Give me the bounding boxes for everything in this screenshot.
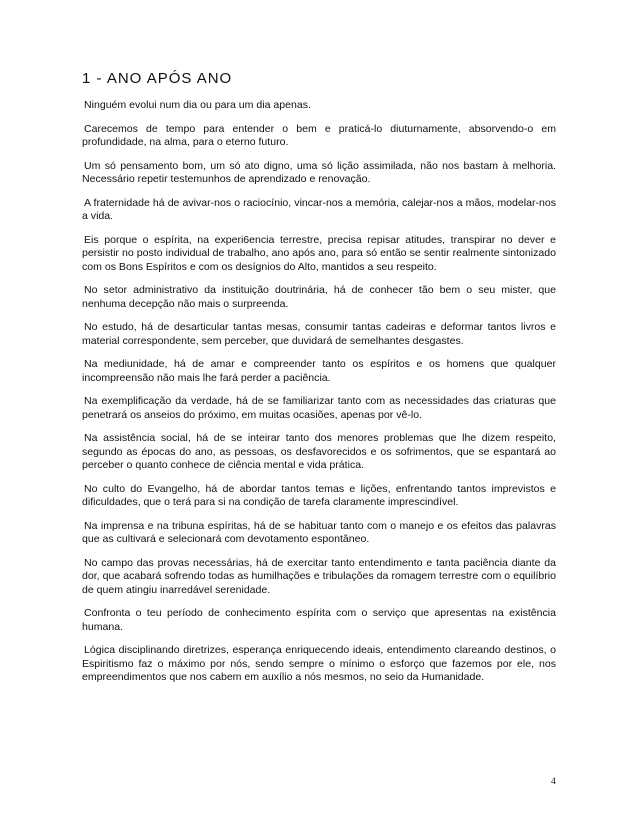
paragraph-6: No setor administrativo da instituição doutrinária, há de conhecer tão bem o seu mister, que nenhuma decepção não mais o surpreenda. — [82, 284, 556, 310]
paragraph-10: Na assistência social, há de se inteirar tanto dos menores problemas que lhe dizem respeito, segundo as épocas do ano, as pessoas, os desfavorecidos e os sofrimentos, que se espantará ao perceber o quanto conhece de ciência mental e vida prática. — [82, 432, 556, 471]
paragraph-13: No campo das provas necessárias, há de exercitar tanto entendimento e tanta paciência diante da dor, que acabará sofrendo todas as humilhações e tribulações da romagem terrestre com o equilíbrio de quem atingiu inarredável serenidade. — [82, 556, 556, 596]
paragraph-1: Ninguém evolui num dia ou para um dia apenas. — [84, 99, 311, 111]
paragraph-15: Lógica disciplinando diretrizes, esperança enriquecendo ideais, entendimento clareando destinos, o Espiritismo faz o máximo por nós, sendo sempre o mínimo o esforço que fazemos por ele, nos empreendimentos que nos cabem em auxílio a nós mesmos, no seio da Humanidade. — [82, 644, 556, 683]
paragraph-12: Na imprensa e na tribuna espíritas, há de se habituar tanto com o manejo e os efeitos das palavras que as cultivará e selecionará com devotamento espontâneo. — [82, 519, 556, 545]
paragraph-4: A fraternidade há de avivar-nos o raciocínio, vincar-nos a memória, calejar-nos a mãos, modelar-nos a vida. — [82, 196, 556, 222]
paragraph-8: Na mediunidade, há de amar e compreender tanto os espíritos e os homens que qualquer incompreensão não mais lhe fará perder a paciência. — [82, 358, 556, 384]
paragraph-14: Confronta o teu período de conhecimento espírita com o serviço que apresentas na existência humana. — [82, 607, 556, 633]
page-title: 1 - ANO APÓS ANO — [82, 70, 233, 87]
paragraph-11: No culto do Evangelho, há de abordar tantos temas e lições, enfrentando tantos imprevistos e dificuldades, que o terá para si na condição de tarefa claramente imprescindível. — [82, 482, 556, 508]
paragraph-5: Eis porque o espírita, na experi6encia terrestre, precisa repisar atitudes, transpirar no dever e persistir no posto individual de trabalho, ano após ano, para só então se sentir realmente sintonizado com os Bons Espíritos e com os desígnios do Alto, mantidos a seu respeito. — [82, 233, 556, 273]
paragraph-2: Carecemos de tempo para entender o bem e praticá-lo diuturnamente, absorvendo-o em profundidade, na alma, para o eterno futuro. — [82, 122, 556, 148]
paragraph-7: No estudo, há de desarticular tantas mesas, consumir tantas cadeiras e deformar tantos livros e material correspondente, sem perceber, que duvidará de semelhantes desgastes. — [82, 321, 556, 347]
document-body — [82, 99, 556, 695]
paragraph-3: Um só pensamento bom, um só ato digno, uma só lição assimilada, não nos bastam à melhoria. Necessário repetir testemunhos de aprendizado e renovação. — [82, 159, 556, 185]
paragraph-9: Na exemplificação da verdade, há de se familiarizar tanto com as necessidades das criaturas que penetrará os anseios do próximo, em muitas ocasiões, apenas por vê-lo. — [82, 395, 556, 421]
page-number: 4 — [551, 777, 556, 787]
